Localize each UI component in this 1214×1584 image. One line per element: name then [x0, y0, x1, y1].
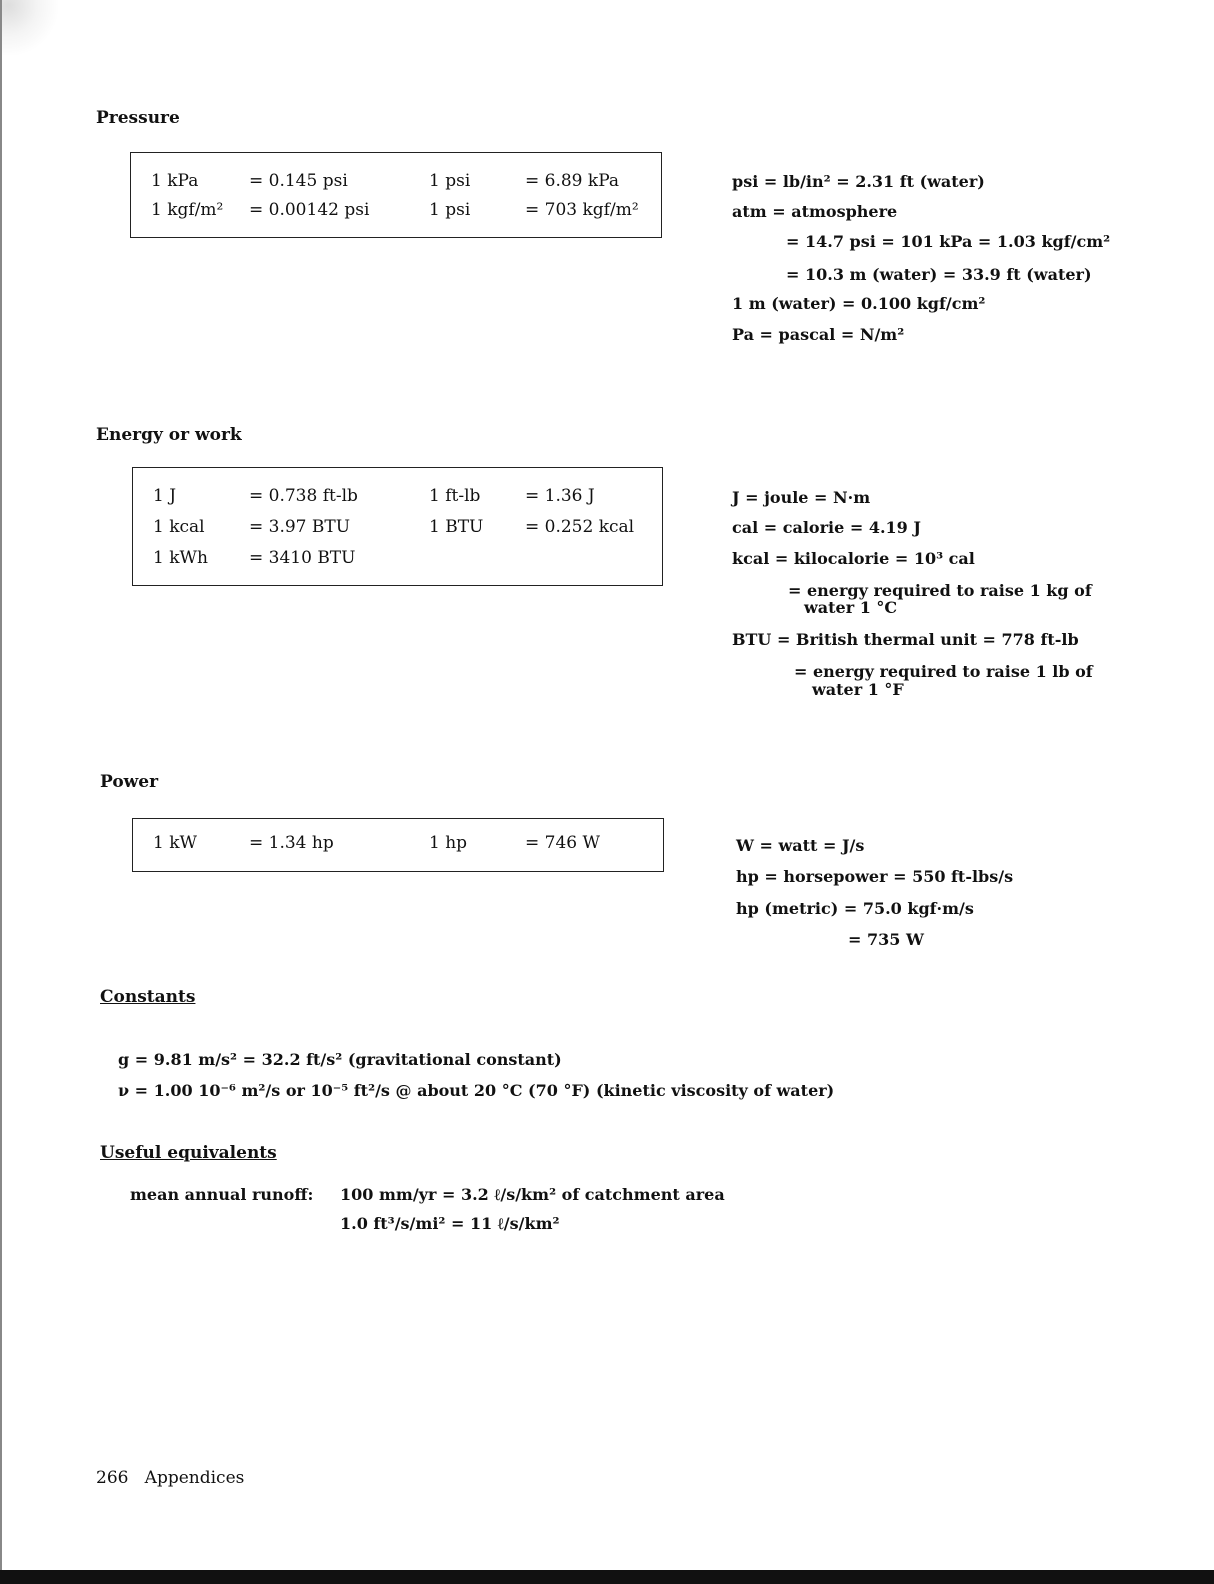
table-cell: 1 psi — [429, 171, 471, 191]
table-cell: 1 kWh — [153, 548, 208, 568]
table-cell: 1 kW — [153, 833, 197, 853]
power-note: hp (metric) = 75.0 kgf·m/s — [736, 899, 974, 918]
table-cell: 1 psi — [429, 200, 471, 220]
equivalent-line: 100 mm/yr = 3.2 ℓ/s/km² of catchment area — [340, 1185, 725, 1204]
power-note: W = watt = J/s — [736, 836, 865, 855]
table-cell: = 1.34 hp — [249, 833, 334, 853]
energy-note: kcal = kilocalorie = 10³ cal — [732, 549, 975, 568]
energy-note: BTU = British thermal unit = 778 ft-lb — [732, 630, 1079, 649]
pressure-note: atm = atmosphere — [732, 202, 898, 221]
table-cell: 1 hp — [429, 833, 468, 853]
table-cell: = 0.00142 psi — [249, 200, 370, 220]
pressure-note: Pa = pascal = N/m² — [732, 325, 905, 344]
table-cell: 1 ft-lb — [429, 486, 481, 506]
pressure-note: = 10.3 m (water) = 33.9 ft (water) — [786, 265, 1092, 284]
page-footer — [96, 1468, 244, 1488]
scan-bottom-edge — [0, 1570, 1214, 1584]
energy-note: = energy required to raise 1 kg of — [788, 581, 1092, 600]
energy-note: cal = calorie = 4.19 J — [732, 518, 921, 537]
pressure-note: psi = lb/in² = 2.31 ft (water) — [732, 172, 985, 191]
table-cell: = 0.252 kcal — [525, 517, 635, 537]
table-cell: 1 J — [153, 486, 177, 506]
page-number: 266 — [96, 1468, 129, 1488]
table-cell: 1 kgf/m² — [151, 200, 224, 220]
energy-note: water 1 °C — [804, 598, 898, 617]
table-cell: = 0.145 psi — [249, 171, 348, 191]
constant-line: ν = 1.00 10⁻⁶ m²/s or 10⁻⁵ ft²/s @ about 20 °C (70 °F) (kinetic viscosity of water) — [118, 1081, 835, 1100]
table-cell: = 703 kgf/m² — [525, 200, 639, 220]
energy-heading: Energy or work — [96, 425, 242, 445]
constant-line: g = 9.81 m/s² = 32.2 ft/s² (gravitational constant) — [118, 1050, 562, 1069]
table-cell: = 6.89 kPa — [525, 171, 620, 191]
power-note: hp = horsepower = 550 ft-lbs/s — [736, 867, 1014, 886]
equivalent-line: 1.0 ft³/s/mi² = 11 ℓ/s/km² — [340, 1214, 560, 1233]
pressure-note: = 14.7 psi = 101 kPa = 1.03 kgf/cm² — [786, 232, 1111, 251]
footer-section: Appendices — [144, 1468, 245, 1488]
table-cell: = 746 W — [525, 833, 600, 853]
table-cell: 1 kcal — [153, 517, 205, 537]
energy-note: water 1 °F — [812, 680, 904, 699]
table-cell: = 3410 BTU — [249, 548, 356, 568]
pressure-table — [130, 152, 662, 238]
table-cell: 1 kPa — [151, 171, 199, 191]
scan-smudge — [2, 0, 62, 55]
power-note: = 735 W — [848, 930, 924, 949]
power-heading: Power — [100, 772, 159, 792]
equivalents-heading: Useful equivalents — [100, 1143, 277, 1163]
equivalents-label: mean annual runoff: — [130, 1185, 314, 1204]
table-cell: = 1.36 J — [525, 486, 595, 506]
pressure-note: 1 m (water) = 0.100 kgf/cm² — [732, 294, 986, 313]
table-cell: = 3.97 BTU — [249, 517, 351, 537]
scan-edge — [0, 0, 2, 1584]
power-table — [132, 818, 664, 872]
constants-heading: Constants — [100, 987, 196, 1007]
table-cell: 1 BTU — [429, 517, 484, 537]
energy-table — [132, 467, 663, 586]
pressure-heading: Pressure — [96, 108, 180, 128]
energy-note: = energy required to raise 1 lb of — [794, 662, 1093, 681]
energy-note: J = joule = N·m — [732, 488, 871, 507]
table-cell: = 0.738 ft-lb — [249, 486, 358, 506]
